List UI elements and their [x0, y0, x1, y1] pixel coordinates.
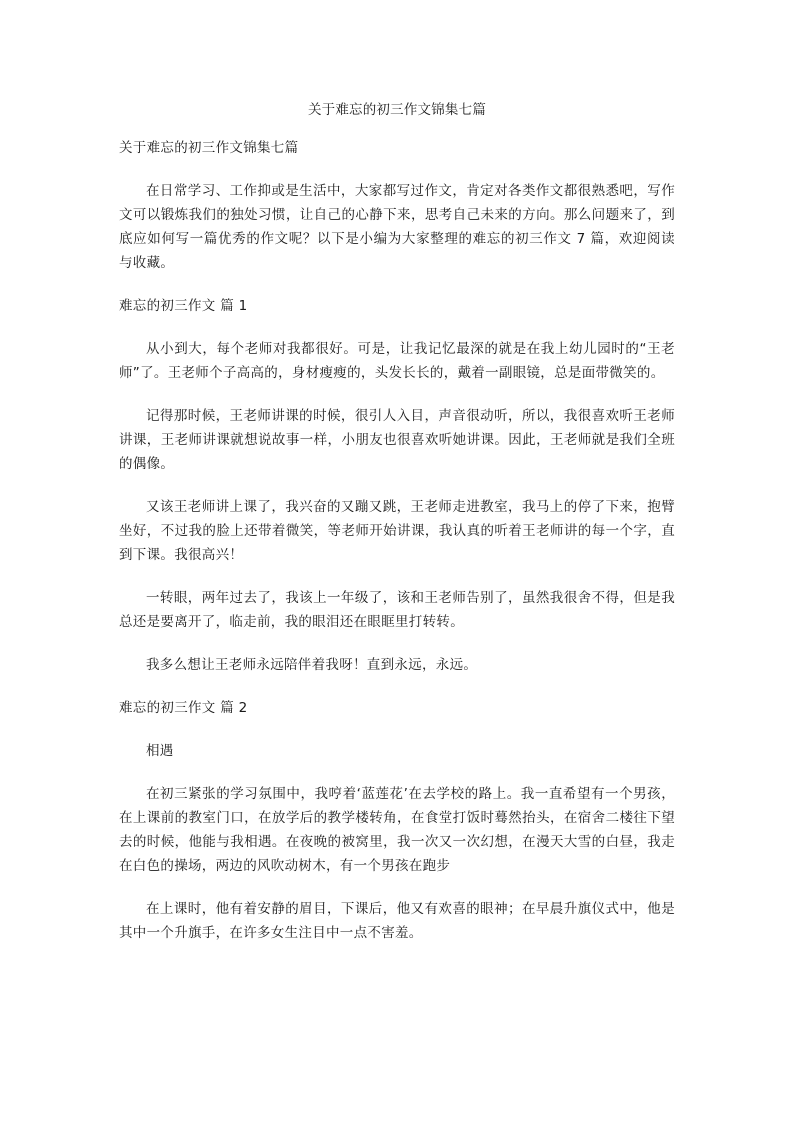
section-1-paragraph: 我多么想让王老师永远陪伴着我呀！直到永远，永远。 — [146, 657, 478, 673]
section-2-paragraph: 在上课时，他有着安静的眉目，下课后，他又有欢喜的眼神；在早晨升旗仪式中，他是其中一个升旗手，在许多女生注目中一点不害羞。 — [119, 901, 675, 941]
section-2-subtitle: 相遇 — [146, 743, 174, 759]
section-1-paragraph: 从小到大，每个老师对我都很好。可是，让我记忆最深的就是在我上幼儿园时的“王老师”了。王老师个子高高的，身材瘦瘦的，头发长长的，戴着一副眼镜，总是面带微笑的。 — [119, 341, 675, 381]
document-subtitle: 关于难忘的初三作文锦集七篇 — [119, 140, 299, 156]
section-1-heading: 难忘的初三作文 篇 1 — [119, 298, 248, 314]
document-title: 关于难忘的初三作文锦集七篇 — [307, 102, 487, 118]
section-1-paragraph: 记得那时候，王老师讲课的时候，很引人入目，声音很动听，所以，我很喜欢听王老师讲课，王老师讲课就想说故事一样，小朋友也很喜欢听她讲课。因此，王老师就是我们全班的偶像。 — [119, 408, 675, 472]
section-2-paragraph: 在初三紧张的学习氛围中，我哼着‘蓝莲花’在去学校的路上。我一直希望有一个男孩，在上课前的教室门口，在放学后的教学楼转角，在食堂打饭时蓦然抬头，在宿舍二楼往下望去的时候，他能与我相遇。在夜晚的被窝里，我一次又一次幻想，在漫天大雪的白昼，我走在白色的操场，两边的风吹动树木，有一个男孩在跑步 — [119, 786, 675, 874]
section-1-paragraph: 一转眼，两年过去了，我该上一年级了，该和王老师告别了，虽然我很舍不得，但是我总还是要离开了，临走前，我的眼泪还在眼眶里打转转。 — [119, 590, 675, 630]
section-2-heading: 难忘的初三作文 篇 2 — [119, 700, 248, 716]
section-1-paragraph: 又该王老师讲上课了，我兴奋的又蹦又跳，王老师走进教室，我马上的停了下来，抱臂坐好，不过我的脸上还带着微笑，等老师开始讲课，我认真的听着王老师讲的每一个字，直到下课。我很高兴！ — [119, 499, 675, 563]
intro-paragraph: 在日常学习、工作抑或是生活中，大家都写过作文，肯定对各类作文都很熟悉吧，写作文可以锻炼我们的独处习惯，让自己的心静下来，思考自己未来的方向。那么问题来了，到底应如何写一篇优秀的作文呢？以下是小编为大家整理的难忘的初三作文 7 篇，欢迎阅读与收藏。 — [119, 183, 675, 271]
document-body — [119, 136, 675, 964]
